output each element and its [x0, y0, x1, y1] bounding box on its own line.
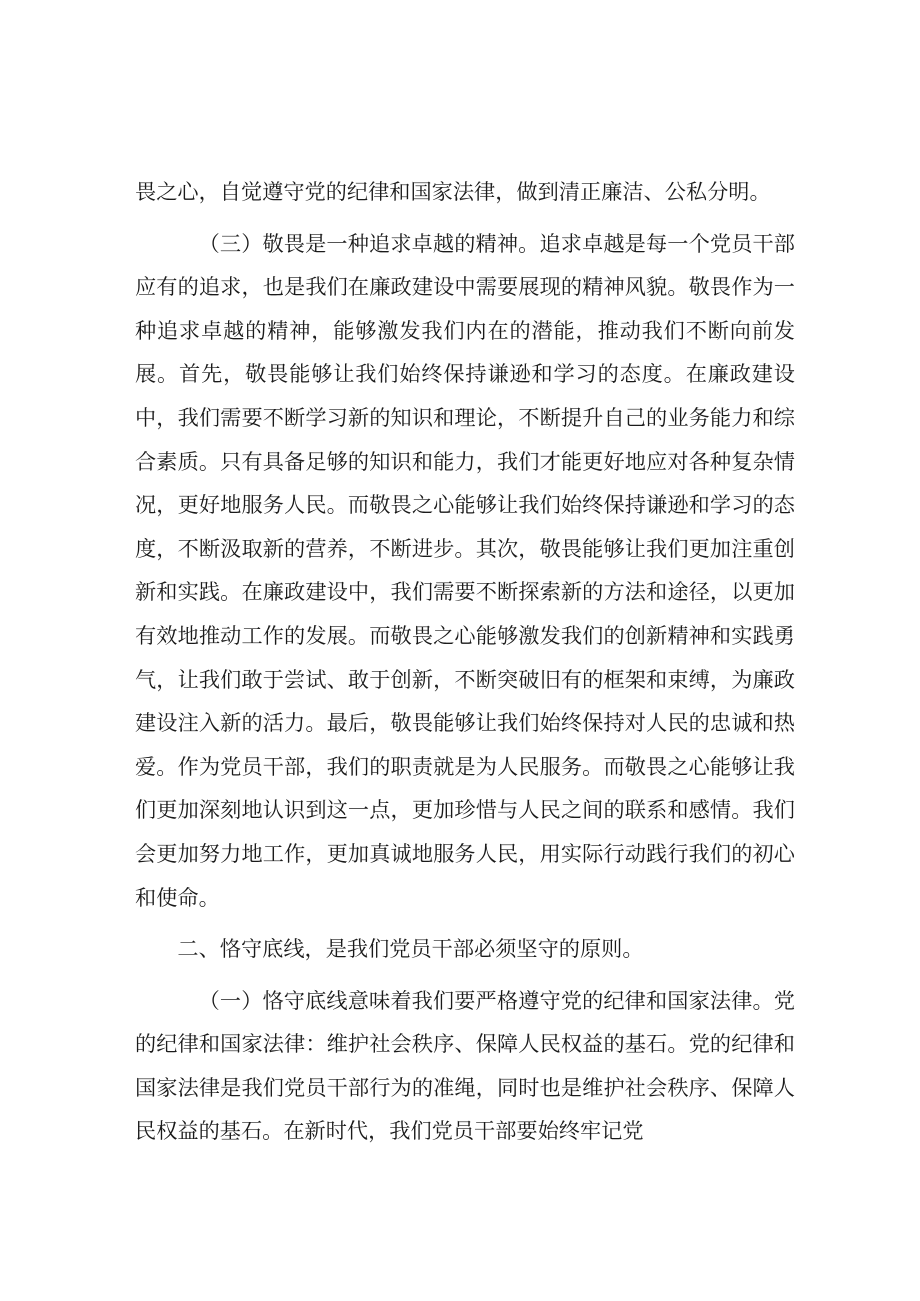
paragraph-section-3: （三）敬畏是一种追求卓越的精神。追求卓越是每一个党员干部应有的追求，也是我们在廉政建设中需要展现的精神风貌。敬畏作为一种追求卓越的精神，能够激发我们内在的潜能，推动我们不断向前发展。首先，敬畏能够让我们始终保持谦逊和学习的态度。在廉政建设中，我们需要不断学习新的知识和理论，不断提升自己的业务能力和综合素质。只有具备足够的知识和能力，我们才能更好地应对各种复杂情况，更好地服务人民。而敬畏之心能够让我们始终保持谦逊和学习的态度，不断汲取新的营养，不断进步。其次，敬畏能够让我们更加注重创新和实践。在廉政建设中，我们需要不断探索新的方法和途径，以更加有效地推动工作的发展。而敬畏之心能够激发我们的创新精神和实践勇气，让我们敢于尝试、敢于创新，不断突破旧有的框架和束缚，为廉政建设注入新的活力。最后，敬畏能够让我们始终保持对人民的忠诚和热爱。作为党员干部，我们的职责就是为人民服务。而敬畏之心能够让我们更加深刻地认识到这一点，更加珍惜与人民之间的联系和感情。我们会更加努力地工作，更加真诚地服务人民，用实际行动践行我们的初心和使命。 [135, 230, 795, 910]
paragraph-section-2-1: （一）恪守底线意味着我们要严格遵守党的纪律和国家法律。党的纪律和国家法律：维护社会秩序、保障人民权益的基石。党的纪律和国家法律是我们党员干部行为的准绳，同时也是维护社会秩序、保障人民权益的基石。在新时代，我们党员干部要始终牢记党 [135, 987, 795, 1144]
document-body [135, 170, 795, 1153]
heading-section-2: 二、恪守底线，是我们党员干部必须坚守的原则。 [177, 936, 644, 962]
paragraph-continued: 畏之心，自觉遵守党的纪律和国家法律，做到清正廉洁、公私分明。 [135, 179, 771, 204]
